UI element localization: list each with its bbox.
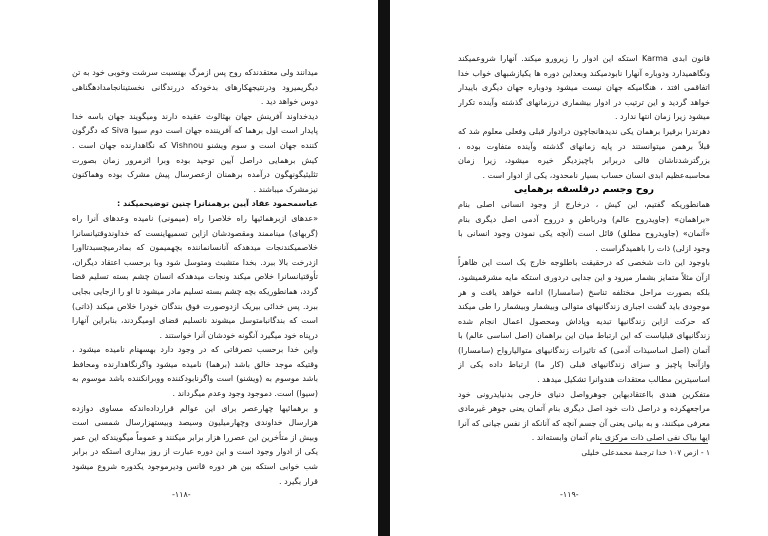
left-page-body [72, 66, 318, 486]
paragraph: دهرتدرا برقیرا برهمان یکی ندیدهانجاچون درادوار قبلی وفعلی معلوم شد که قبلاً برهمن میتوانستند در پایه زمانهای گذشته وآینده متفاوت بوده ، بزرگترشدناشان فالی دربرابر باچیزدیگر خیره میشود، زیرا زمان محاسبه‌عظیم ابدی انسان حساب بسیار نامحدود، یکی از ادوار است . [458, 126, 710, 180]
paragraph: دیدخداوند آفرینش جهان بهثالوث عقیده دارند ومیگویند جهان باسه خدا پایدار است اول برهما که آفریننده جهان است دوم سیوا Siva که دگرگون کننده جهان است و سوم ویشنو Vishnou که نگاهدارنده جهان است . کیش برهمایی دراصل آیین توحید بوده وبرا اثرمرور زمان بصورت تثلیثیگونهگون درآمده برهمنان ازعصرسال پیش مشرک بوده وهماکنون نیزمشرک میباشند . [72, 111, 318, 194]
paragraph: قانون ابدی Karma استکه این ادوار را زیرورو میکند. آنهارا شروعمیکند ونگاهمیدارد ودوباره آنهارا نابودمیکند وبعداین دوره ها یکیازشبهای خواب خدا اتفاقمی افتد ، هنگامیکه جهان نیست میشود ودوباره جهان دیگری باییدار خواهد گردید و این ترتیب در ادوار بیشماری درزمانهای گذشته وآینده تکرار میشود زیرا زمان انتها ندارد . [458, 54, 710, 122]
paragraph: «عدهای ازبرهمائیها راه خلاصرا راه (میمونی) نامیده وعدهای آنرا راه (گربهای) میناممند ومقصودشان ازاین تسمیهاینست که خداوندوقتیانسانرا خلاصمیکندنجات میدهدکه آنانسانماننده بچهمیمون که بمادرمیچسبدتااورا ازدرخت بالا ببرد. بخدا متشبث ومتوسل شود وبا برحسب اعتقاد دیگران، تأوقتیانسانرا خلاص میکند ونجات میدهدکه انسان چشم بسته تسلیم قضا گردد، همانطوریکه بچه چشم بسته تسلیم مادر میشود تا او را ازجایی بجایی ببرد. پس خدائی بیریک ازدوصورت فوق بندگان خودرا خلاص میکند (ذاتی) است که بندگانبامتوسل میشوند ناتسلیم قضای اومیگردند، بنابراین آنهارا درپناه خود میگیرد آنگونه خودشان آنرا خواستند . [72, 213, 318, 340]
paragraph: و برهمائیها چهارعصر برای این عوالم قرارداده‌اندکه مساوی دوازده هزارسال خداوندی وچهارمیلیون وسیصد وبیستهزارسال شمسی است وبیش از متأخرین این عصررا هزار برابر میکنند و عموماً میگویندکه این عمر یکی از ادوار وجود است و این دوره عبارت از روز بیداری استکه در برابر شب خوابی استکه بین هر دوره قانس ودیرموجود یکدوره شروع میشود قرار بگیرد . [72, 403, 318, 486]
paragraph: میدانند ولی معتقدندکه روح پس ازمرگ بهنسبت سرشت وخوبی خود به تن دیگریمیرود ودرنتیجهکارهای بدخودکه دررندگانی نخستینانجامدادهگناهی دوس خواهد دید . [72, 68, 318, 107]
page-number: -۱۱۹- [560, 490, 579, 499]
paragraph: متفکرین هندی بااعتقادبهاین جوهرواصل دنیای خارجی بدنیایدرونی خود مراجعهکرده و دراصل ذات خود اصل دیگری بنام آتمان یعنی جوهر غیرمادی معرفی میکنند، و به بیانی یعنی آن جسم آنچه که آنانکه از نفس جیانی که آنرا ایها بیاک نفی اصلی ذات مرکزی بنام آتمان وابسته‌اند . [458, 389, 710, 443]
paragraph: عباسمحمود عقاد آیین برهمنانرا چنین توضیحمیکند : [117, 199, 318, 209]
footnote: ۱ - ازص ۱۰۷ خدا ترجمهٔ محمدعلی خلیلی [581, 448, 710, 457]
page-number: -۱۱۸- [172, 490, 191, 499]
paragraph: همانطوریکه گفتیم، این کیش ، درخارج از وجود انسانی اصلی بنام «براهمان» (جاویدروح عالم) ودرباطن و درروح آدمی اصل دیگری بنام «آتمان» (جاویدروح مطلق) قائل است (آنچه یکی نمودن وجود انسانی با وجود ازلی) ذات را باهمیدگراست . [458, 199, 710, 253]
book-gutter [378, 0, 390, 536]
left-page [0, 0, 378, 536]
right-page-body [458, 52, 710, 444]
section-heading: روح وجسم درفلسفه برهمایی [514, 184, 654, 196]
footnote-divider [600, 443, 708, 444]
paragraph: باوجود این ذات شخصی که درحقیقت باطلوجه خارج یک است این ظاهراً ازآن مثلاً متمایز بشمار میرود و این جدایی دردوری استکه مایه مشرقمیشود، بلکه بصورت مراحل مختلفه تناسخ (سامسارا) ادامه خواهد یافت و هر موجودی باید گشت اجباری زندگانیهای متوالی وبیشمار وبیشمار را طی میکند که حرکت ازاین زندگانیها تبدیه وپاداش ومحصول اعمال انجام شده زندگانیهای قبلیاست که این ارتباط میان این براهمان (اصل اساسی عالم) با آتمان (اصل اساسیذات آدمی) که تاثیرات زندگانیهای متوالیارواح (سامسارا) وازآنجا پاچیز و سزای زندگانیهای قبلی (کار ما) ارتباط داده یکی از اساسیترین مطالب معتقدات هندوانرا تشکیل میدهد . [458, 258, 710, 385]
paragraph: واین خدا برحسب تصرفاتی که در وجود دارد بهسهنام نامیده میشود ، وقتیکه موجد خالق باشد (برهما) نامیده میشود واگرنگاهدارنده ومحافظ باشد موسوم به (ویشنو) است واگرنابودکننده ووبرانکننده باشد موسوم به (سیوا) است. دموجود وجود وعدم میگرداند . [72, 345, 318, 399]
